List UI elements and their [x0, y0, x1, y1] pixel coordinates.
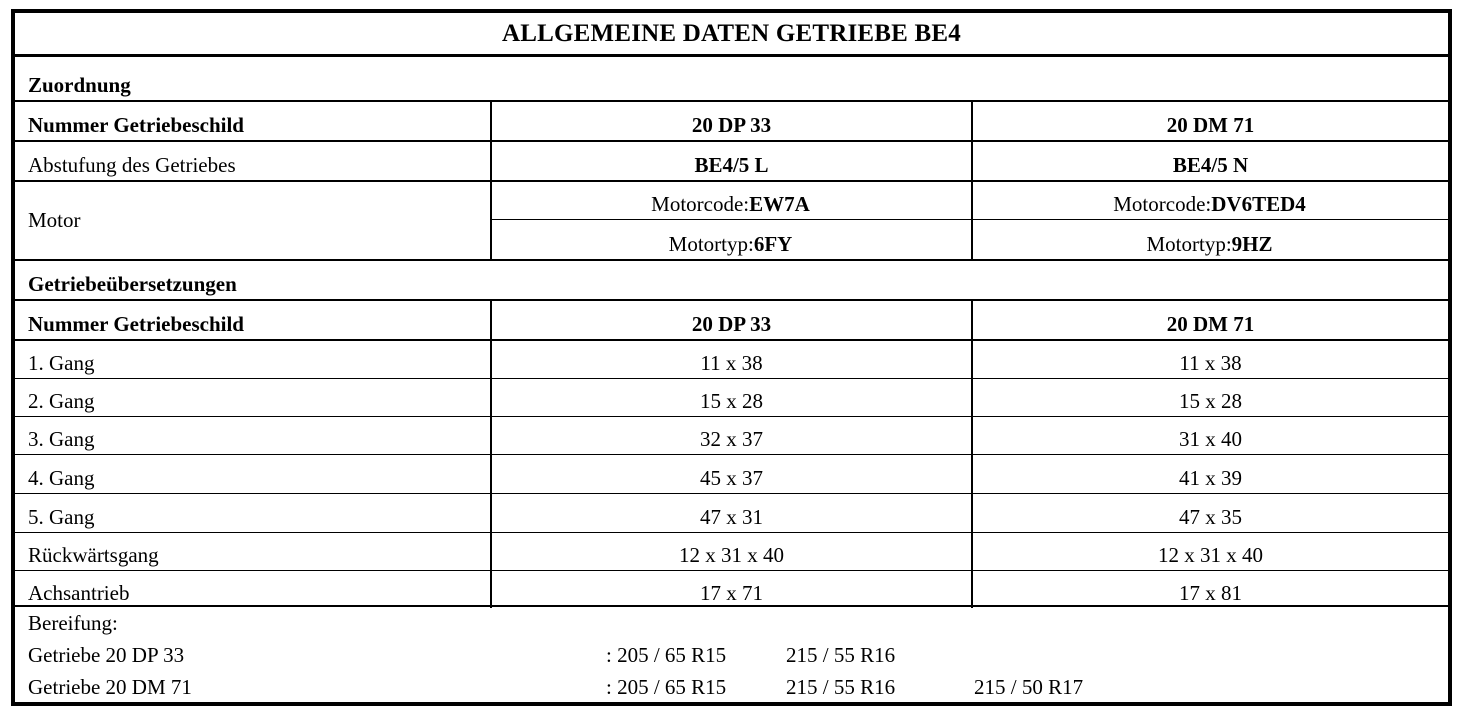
- section-heading-getriebeuebersetzungen: [15, 261, 1448, 299]
- motor-code-prefix: Motorcode:: [651, 192, 750, 216]
- table-cell: 41 x 39: [971, 455, 1448, 493]
- column-header: 20 DP 33: [490, 102, 971, 140]
- tires-section: [15, 601, 1448, 702]
- section-heading-label: Zuordnung: [28, 73, 131, 97]
- table-cell: 15 x 28: [971, 379, 1448, 416]
- tire-size: : 205 / 65 R15: [606, 675, 727, 699]
- motor-type-prefix: Motortyp:: [668, 232, 754, 256]
- tire-size: 215 / 55 R16: [786, 643, 896, 667]
- row-label: Abstufung des Getriebes: [28, 153, 236, 177]
- motor-type-prefix: Motortyp:: [1146, 232, 1232, 256]
- table-cell: 12 x 31 x 40: [971, 533, 1448, 570]
- tire-size: : 205 / 65 R15: [606, 643, 727, 667]
- column-header: 20 DP 33: [490, 301, 971, 339]
- row-label: 5. Gang: [28, 505, 95, 529]
- table-row: [15, 102, 1448, 140]
- motor-type-value: 9HZ: [1231, 232, 1273, 256]
- table-cell: 47 x 35: [971, 494, 1448, 532]
- table-row: [15, 417, 1448, 454]
- motor-type-row: [15, 220, 1448, 259]
- table-cell: 11 x 38: [490, 341, 971, 378]
- table-row: [15, 379, 1448, 416]
- tires-line-label: Getriebe 20 DP 33: [28, 643, 185, 667]
- motor-type-value: 6FY: [753, 232, 793, 256]
- motor-code-value: EW7A: [749, 192, 810, 216]
- data-sheet: [11, 9, 1452, 706]
- table-row: [15, 533, 1448, 570]
- motor-type-cell: [971, 220, 1448, 259]
- table-row: [15, 341, 1448, 378]
- tires-heading: Bereifung:: [28, 611, 118, 635]
- tires-line-label: Getriebe 20 DM 71: [28, 675, 192, 699]
- table-cell: 47 x 31: [490, 494, 971, 532]
- table-cell: 32 x 37: [490, 417, 971, 454]
- table-cell: 17 x 81: [971, 571, 1448, 608]
- row-label: Achsantrieb: [28, 581, 130, 605]
- table-row: [15, 455, 1448, 493]
- table-cell: 17 x 71: [490, 571, 971, 608]
- table-cell: 15 x 28: [490, 379, 971, 416]
- row-label: Nummer Getriebeschild: [28, 113, 244, 137]
- row-label: Motor: [28, 208, 81, 232]
- motor-code-prefix: Motorcode:: [1113, 192, 1212, 216]
- row-label: Rückwärtsgang: [28, 543, 159, 567]
- table-row: [15, 494, 1448, 532]
- motor-type-cell: [490, 220, 971, 259]
- row-label: 3. Gang: [28, 427, 95, 451]
- table-cell: 45 x 37: [490, 455, 971, 493]
- motor-code-value: DV6TED4: [1211, 192, 1306, 216]
- table-cell: 31 x 40: [971, 417, 1448, 454]
- table-cell: BE4/5 L: [490, 142, 971, 180]
- motor-code-cell: [971, 182, 1448, 219]
- page-title: ALLGEMEINE DATEN GETRIEBE BE4: [15, 13, 1448, 57]
- table-cell: 12 x 31 x 40: [490, 533, 971, 570]
- row-label: 2. Gang: [28, 389, 95, 413]
- table-cell: BE4/5 N: [971, 142, 1448, 180]
- table-row: [15, 301, 1448, 339]
- motor-code-cell: [490, 182, 971, 219]
- section-heading-label: Getriebeübersetzungen: [28, 272, 237, 296]
- table-cell: 11 x 38: [971, 341, 1448, 378]
- motor-code-row: [15, 182, 1448, 219]
- row-label: 4. Gang: [28, 466, 95, 490]
- table-row: [15, 142, 1448, 180]
- tire-size: 215 / 55 R16: [786, 675, 896, 699]
- column-header: 20 DM 71: [971, 301, 1448, 339]
- column-header: 20 DM 71: [971, 102, 1448, 140]
- row-label: Nummer Getriebeschild: [28, 312, 244, 336]
- row-label: 1. Gang: [28, 351, 95, 375]
- tire-size: 215 / 50 R17: [974, 675, 1084, 699]
- section-heading-zuordnung: [15, 60, 1448, 100]
